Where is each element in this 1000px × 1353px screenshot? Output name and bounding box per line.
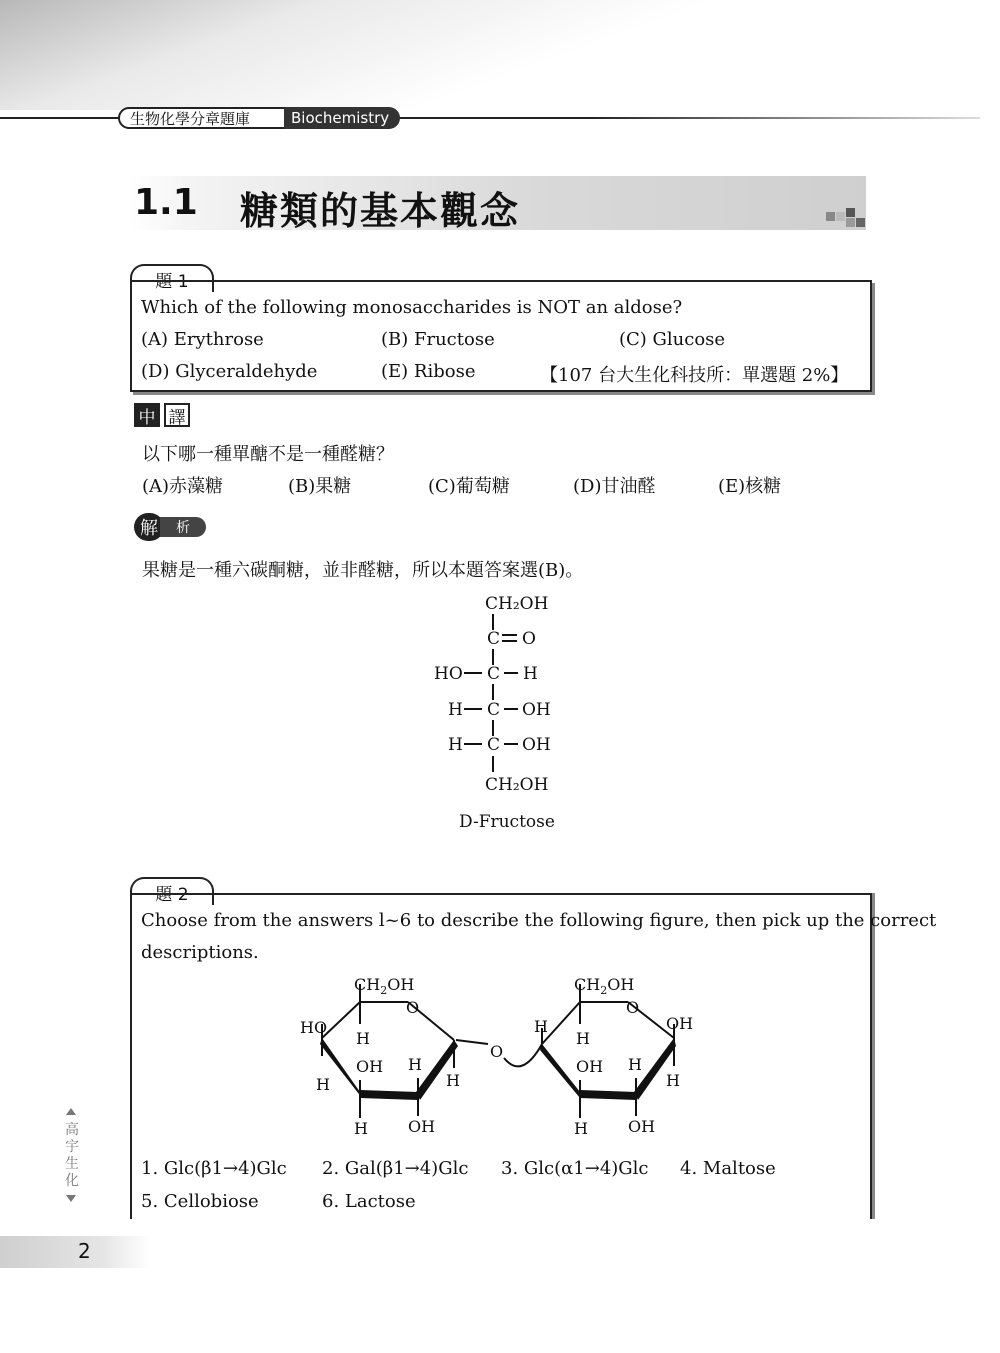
translated-option-a: (A)赤藻糖 (142, 476, 224, 497)
q2-choice-2: 2. Gal(β1→4)Glc (322, 1158, 469, 1179)
right-glucose-ring (534, 975, 693, 1138)
left-ch-text: CH (354, 975, 381, 994)
fructose-c2: C (487, 629, 501, 649)
left-h4: H (446, 1071, 460, 1090)
question1-box (130, 280, 872, 392)
left-oh2: OH (408, 1117, 436, 1136)
page-number: 2 (78, 1239, 91, 1263)
left-ring-oxygen: O (406, 998, 420, 1017)
translated-option-d: (D)甘油醛 (573, 476, 656, 497)
q1-source: 【107 台大生化科技所：單選題 2%】 (540, 365, 849, 386)
question1-stem: Which of the following monosaccharides is NOT an aldose? (141, 297, 683, 318)
translation-text: 以下哪一種單醣不是一種醛糖？ (142, 444, 394, 465)
page-number-band (0, 1236, 150, 1268)
disaccharide-structure (290, 968, 710, 1144)
left-oh-text: OH (387, 975, 415, 994)
left-subscript: 2 (380, 984, 388, 997)
fructose-c3-right: H (523, 664, 538, 684)
fructose-bottom-group: CH₂OH (485, 775, 549, 795)
translation-mark-1: 中 (134, 403, 160, 427)
fructose-c4-left: H (448, 700, 463, 720)
translated-option-b: (B)果糖 (288, 476, 352, 497)
q2-choice-4: 4. Maltose (680, 1158, 776, 1179)
q2-choice-6: 6. Lactose (322, 1191, 416, 1212)
fructose-c2-oxygen: O (522, 629, 536, 649)
analysis-mark-1: 解 (134, 513, 164, 541)
analysis-mark (134, 513, 206, 541)
section-title: 糖類的基本觀念 (240, 188, 521, 233)
q1-option-d: (D) Glyceraldehyde (141, 361, 318, 382)
svg-text:CH2OH (354, 975, 414, 997)
q1-option-e: (E) Ribose (381, 361, 476, 382)
q2-choice-3: 3. Glc(α1→4)Glc (501, 1158, 649, 1179)
right-ring-oxygen: O (626, 998, 640, 1017)
fructose-c4: C (487, 700, 501, 720)
side-down-arrow-icon (66, 1195, 76, 1202)
subject-label: Biochemistry (284, 107, 400, 129)
translated-option-e: (E)核糖 (718, 476, 782, 497)
fructose-c3-left: HO (434, 664, 463, 684)
fructose-caption: D-Fructose (459, 812, 555, 832)
q2-choice-5: 5. Cellobiose (141, 1191, 259, 1212)
top-shade (0, 0, 1000, 110)
left-ho: HO (300, 1018, 328, 1037)
svg-text:CH2OH (574, 975, 634, 997)
q2-choice-1: 1. Glc(β1→4)Glc (141, 1158, 287, 1179)
right-h3: H (666, 1071, 680, 1090)
question2-stem-line2: descriptions. (141, 942, 259, 963)
fructose-c3: C (487, 664, 501, 684)
left-oh1: OH (356, 1057, 384, 1076)
left-h3: H (316, 1075, 330, 1094)
fructose-c4-right: OH (522, 700, 551, 720)
glycosidic-oxygen: O (490, 1042, 504, 1061)
question1-tab: 題 1 (130, 264, 214, 292)
q1-option-c: (C) Glucose (619, 329, 726, 350)
fructose-c5-right: OH (522, 735, 551, 755)
right-h2: H (628, 1055, 642, 1074)
fructose-c5: C (487, 735, 501, 755)
right-oh2: OH (628, 1117, 656, 1136)
translated-option-c: (C)葡萄糖 (428, 476, 510, 497)
right-oh-anomeric: OH (666, 1014, 694, 1033)
right-h-anomeric: H (534, 1017, 548, 1036)
question2-tab: 題 2 (130, 877, 214, 905)
analysis-text: 果糖是一種六碳酮糖，並非醛糖，所以本題答案選(B)。 (142, 560, 584, 581)
left-h1: H (356, 1029, 370, 1048)
right-h4: H (574, 1119, 588, 1138)
section-number: 1.1 (134, 182, 198, 223)
translation-mark-2: 譯 (164, 403, 190, 427)
fructose-structure (420, 588, 590, 838)
right-ch-text: CH (574, 975, 601, 994)
left-h5: H (354, 1119, 368, 1138)
right-oh-text: OH (607, 975, 635, 994)
q1-option-a: (A) Erythrose (141, 329, 264, 350)
analysis-mark-2: 析 (160, 517, 206, 537)
book-title: 生物化學分章題庫 (118, 107, 288, 129)
q1-option-b: (B) Fructose (381, 329, 495, 350)
question2-stem-line1: Choose from the answers l~6 to describe the following figure, then pick up the correct (141, 910, 937, 931)
right-oh1: OH (576, 1057, 604, 1076)
left-h2: H (408, 1055, 422, 1074)
title-decoration (826, 208, 866, 230)
fructose-top-group: CH₂OH (485, 594, 549, 614)
left-glucose-ring (300, 975, 460, 1138)
fructose-c5-left: H (448, 735, 463, 755)
right-h1: H (576, 1029, 590, 1048)
side-up-arrow-icon (66, 1108, 76, 1115)
side-label: 高宇生化 (65, 1122, 79, 1189)
right-subscript: 2 (600, 984, 608, 997)
